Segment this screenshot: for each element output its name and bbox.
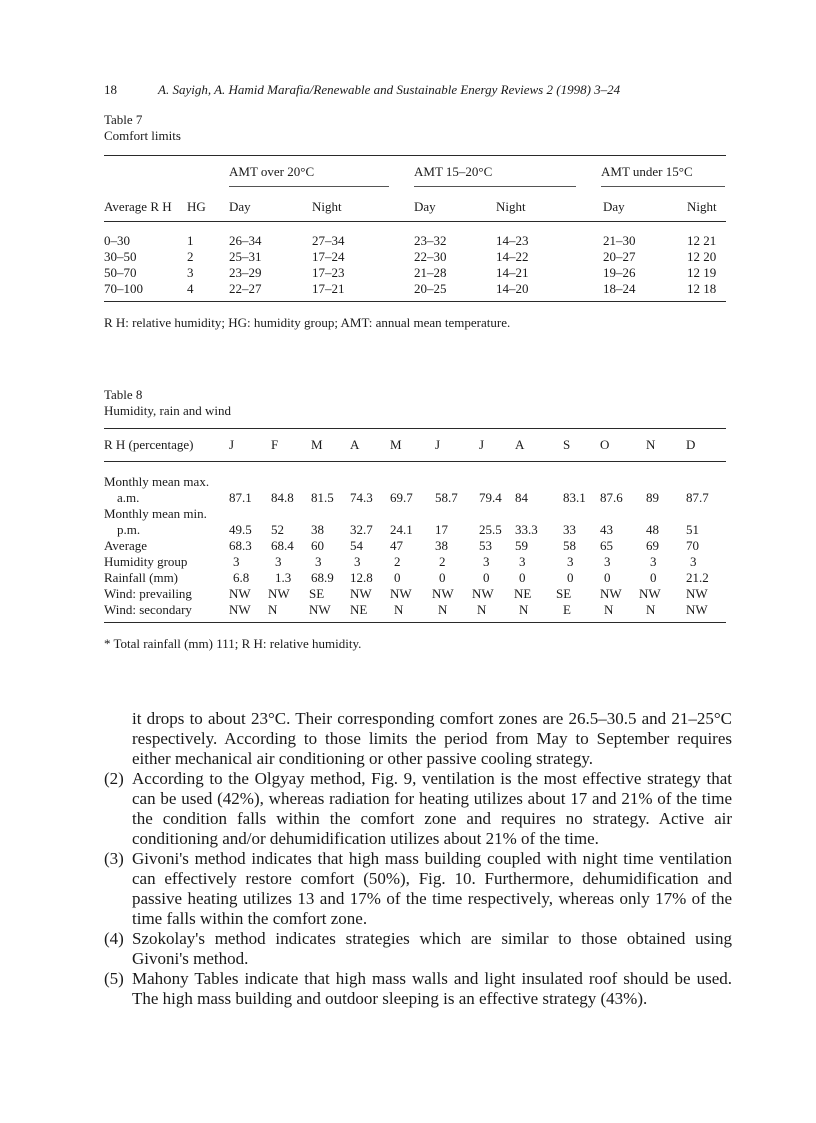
table-cell: 33.3 [515, 522, 538, 537]
table8-col-rh: R H (percentage) [104, 437, 194, 452]
table7-footnote: R H: relative humidity; HG: humidity group; AMT: annual mean temperature. [104, 315, 511, 330]
continuation-paragraph: it drops to about 23°C. Their corresponding comfort zones are 26.5–30.5 and 21–25°C respectively. According to those limits the period from May to September requires either mechanical air conditioning or other passive cooling strategy. [132, 709, 732, 768]
table-cell: 0 [650, 570, 657, 585]
table-cell: 17–23 [312, 265, 345, 280]
table-cell: 68.4 [271, 538, 294, 553]
table8-col-month: S [563, 437, 571, 452]
table-cell: 14–23 [496, 233, 529, 248]
table8-col-month: J [229, 437, 235, 452]
table-cell: 3 [604, 554, 611, 569]
table7-top-rule [104, 155, 726, 156]
table8-row-label: Wind: prevailing [104, 586, 192, 601]
list-item-text: Mahony Tables indicate that high mass walls and light insulated roof should be used. The high mass building and outdoor sleeping is an effective strategy (43%). [132, 969, 732, 1008]
table-cell: 12 18 [687, 281, 717, 296]
table-cell: 27–34 [312, 233, 345, 248]
running-header [104, 82, 620, 98]
table-cell: NW [229, 602, 251, 617]
table8-row-label: Monthly mean min. [104, 506, 207, 521]
table8-row-label: Monthly mean max. [104, 474, 210, 489]
table8-col-month: M [390, 437, 402, 452]
table-cell: 2 [394, 554, 401, 569]
table-cell: 25–31 [229, 249, 262, 264]
table8-col-month: J [435, 437, 441, 452]
table-cell: NW [350, 586, 372, 601]
table-cell: NW [309, 602, 331, 617]
table-cell: 43 [600, 522, 613, 537]
table-cell: 83.1 [563, 490, 586, 505]
table7-col-rh: Average R H [104, 199, 172, 214]
table-cell: 12 19 [687, 265, 717, 280]
table-cell: NW [432, 586, 454, 601]
table-cell: 87.7 [686, 490, 709, 505]
table-cell: 87.1 [229, 490, 252, 505]
table-cell: SE [556, 586, 572, 601]
table-cell: E [563, 602, 571, 617]
table-cell: 74.3 [350, 490, 373, 505]
list-item-number: (4) [104, 929, 124, 948]
table-cell: 12.8 [350, 570, 373, 585]
table-cell: N [604, 602, 614, 617]
table-cell: 17 [435, 522, 448, 537]
table8-row-label: Rainfall (mm) [104, 570, 179, 585]
table8-col-month: N [646, 437, 656, 452]
table-cell: 12 20 [687, 249, 717, 264]
table8-label: Table 8 [104, 387, 143, 402]
table8-col-month: D [686, 437, 696, 452]
table-cell: 0 [604, 570, 611, 585]
list-item [104, 969, 732, 1009]
table7-label: Table 7 [104, 112, 143, 127]
table-cell: NE [514, 586, 532, 601]
table-cell: 25.5 [479, 522, 502, 537]
table-cell: 20–27 [603, 249, 636, 264]
list-item-text: Givoni's method indicates that high mass building coupled with night time ventilation can effectively restore comfort (50%), Fig. 10. Furthermore, dehumidification and passive heating utilizes 13 and 17% of the time respectively, whereas only 17% of the time falls within the comfort zone. [132, 849, 732, 928]
table-cell: 84 [515, 490, 528, 505]
table-cell: 21–30 [603, 233, 636, 248]
table7-bottom-rule [104, 301, 726, 302]
table-cell: 17–24 [312, 249, 345, 264]
table8-title: Humidity, rain and wind [104, 403, 231, 418]
table-cell: N [519, 602, 529, 617]
table-cell: NW [686, 586, 708, 601]
table7-header-rule [104, 221, 726, 222]
table-cell: 52 [271, 522, 284, 537]
table-cell: 3 [275, 554, 282, 569]
table8-row-label: a.m. [117, 490, 140, 505]
table-cell: 22–27 [229, 281, 262, 296]
table-cell: 21–28 [414, 265, 447, 280]
table8-col-month: J [479, 437, 485, 452]
table8-row-label: Wind: secondary [104, 602, 192, 617]
table8-col-month: O [600, 437, 610, 452]
list-item [104, 929, 732, 969]
table7-group-3: AMT under 15°C [601, 164, 693, 179]
table-cell: 60 [311, 538, 324, 553]
table8-top-rule [104, 428, 726, 429]
table7-col-night-1: Night [312, 199, 342, 214]
table7-group-3-rule [601, 186, 725, 187]
table-cell: 21.2 [686, 570, 709, 585]
table-cell: 0 [519, 570, 526, 585]
table-cell: 23–29 [229, 265, 262, 280]
table-cell: 14–20 [496, 281, 529, 296]
list-item-number: (5) [104, 969, 124, 988]
table7-caption [104, 112, 181, 144]
table-cell: 3 [690, 554, 697, 569]
table-cell: 12 21 [687, 233, 717, 248]
table-cell: 3 [483, 554, 490, 569]
table7-col-night-2: Night [496, 199, 526, 214]
table-cell: 58 [563, 538, 576, 553]
table-cell: N [477, 602, 487, 617]
table8-col-month: F [271, 437, 279, 452]
table8-footnote: * Total rainfall (mm) 111; R H: relative humidity. [104, 636, 362, 651]
table8-bottom-rule [104, 622, 726, 623]
table-cell: 48 [646, 522, 659, 537]
table8-col-month: A [515, 437, 525, 452]
table7-group-1: AMT over 20°C [229, 164, 315, 179]
table-cell: 19–26 [603, 265, 636, 280]
table-cell: 38 [435, 538, 448, 553]
table8-row-label: p.m. [117, 522, 141, 537]
table-cell: 23–32 [414, 233, 447, 248]
table-cell: 3 [354, 554, 361, 569]
table-cell: 38 [311, 522, 324, 537]
table8-col-month: M [311, 437, 323, 452]
table7-group-2: AMT 15–20°C [414, 164, 493, 179]
table-cell: 17–21 [312, 281, 345, 296]
table-cell: N [394, 602, 404, 617]
table7-col-day-2: Day [414, 199, 436, 214]
table-cell: 49.5 [229, 522, 252, 537]
table-cell: 3 [315, 554, 322, 569]
table8-header-rule [104, 461, 726, 462]
table-cell: NW [390, 586, 412, 601]
table-cell: 33 [563, 522, 576, 537]
table-cell: 59 [515, 538, 528, 553]
table-cell: 30–50 [104, 249, 137, 264]
table7-col-night-3: Night [687, 199, 717, 214]
table-cell: 69 [646, 538, 659, 553]
table-cell: NW [639, 586, 661, 601]
table-cell: 26–34 [229, 233, 262, 248]
list-item-text: Szokolay's method indicates strategies which are similar to those obtained using Givoni's method. [132, 929, 732, 968]
table-cell: 81.5 [311, 490, 334, 505]
table-cell: 14–21 [496, 265, 529, 280]
table-cell: 58.7 [435, 490, 458, 505]
table-cell: 2 [439, 554, 446, 569]
table-cell: 0 [567, 570, 574, 585]
table-cell: 70–100 [104, 281, 143, 296]
table-cell: 54 [350, 538, 363, 553]
table-cell: 65 [600, 538, 613, 553]
table-cell: 50–70 [104, 265, 137, 280]
table-cell: 89 [646, 490, 659, 505]
table-cell: 22–30 [414, 249, 447, 264]
table-cell: 1 [187, 233, 194, 248]
table-cell: 0–30 [104, 233, 130, 248]
table-cell: NW [600, 586, 622, 601]
list-item-number: (3) [104, 849, 124, 868]
table-cell: 24.1 [390, 522, 413, 537]
table-cell: NW [686, 602, 708, 617]
table7-group-2-rule [414, 186, 576, 187]
table-cell: N [268, 602, 278, 617]
table-cell: NW [472, 586, 494, 601]
table-cell: 69.7 [390, 490, 413, 505]
table8-caption [104, 387, 231, 419]
table-cell: 84.8 [271, 490, 294, 505]
table8-row-label: Humidity group [104, 554, 188, 569]
table-cell: 3 [233, 554, 240, 569]
table-cell: 87.6 [600, 490, 623, 505]
table-cell: 53 [479, 538, 492, 553]
table-cell: 79.4 [479, 490, 502, 505]
table7-title: Comfort limits [104, 128, 181, 143]
table-cell: NE [350, 602, 368, 617]
list-item [104, 769, 732, 849]
table-cell: 3 [650, 554, 657, 569]
table-cell: 0 [483, 570, 490, 585]
table-cell: 68.3 [229, 538, 252, 553]
table-cell: 1.3 [275, 570, 292, 585]
table-cell: 70 [686, 538, 699, 553]
table8-col-month: A [350, 437, 360, 452]
list-item-text: According to the Olgyay method, Fig. 9, ventilation is the most effective strategy that can be used (42%), whereas radiation for heating utilizes about 17 and 21% of the time the condition falls within the comfort zone and requires no strategy. Active air conditioning and/or dehumidification utilizes about 21% of the time. [132, 769, 732, 848]
table-cell: 3 [187, 265, 194, 280]
running-title: A. Sayigh, A. Hamid Marafia/Renewable and Sustainable Energy Reviews 2 (1998) 3–24 [158, 82, 621, 97]
table-cell: 18–24 [603, 281, 636, 296]
table7-col-hg: HG [187, 199, 206, 214]
table7-group-1-rule [229, 186, 389, 187]
page-number: 18 [104, 82, 117, 97]
table-cell: 32.7 [350, 522, 373, 537]
table-cell: 14–22 [496, 249, 529, 264]
table-cell: 4 [187, 281, 194, 296]
table-cell: 6.8 [233, 570, 250, 585]
list-item [104, 849, 732, 929]
table-cell: N [438, 602, 448, 617]
table-cell: 0 [439, 570, 446, 585]
table-cell: N [646, 602, 656, 617]
table-cell: 51 [686, 522, 699, 537]
table-cell: 3 [567, 554, 574, 569]
table-cell: 20–25 [414, 281, 447, 296]
table-cell: SE [309, 586, 325, 601]
table-cell: 0 [394, 570, 401, 585]
table-cell: 68.9 [311, 570, 334, 585]
list-item-number: (2) [104, 769, 124, 788]
table-cell: NW [229, 586, 251, 601]
table-cell: 3 [519, 554, 526, 569]
table-cell: NW [268, 586, 290, 601]
table8-row-label: Average [104, 538, 148, 553]
table7-col-day-1: Day [229, 199, 251, 214]
table7-col-day-3: Day [603, 199, 625, 214]
table-cell: 2 [187, 249, 194, 264]
table-cell: 47 [390, 538, 403, 553]
